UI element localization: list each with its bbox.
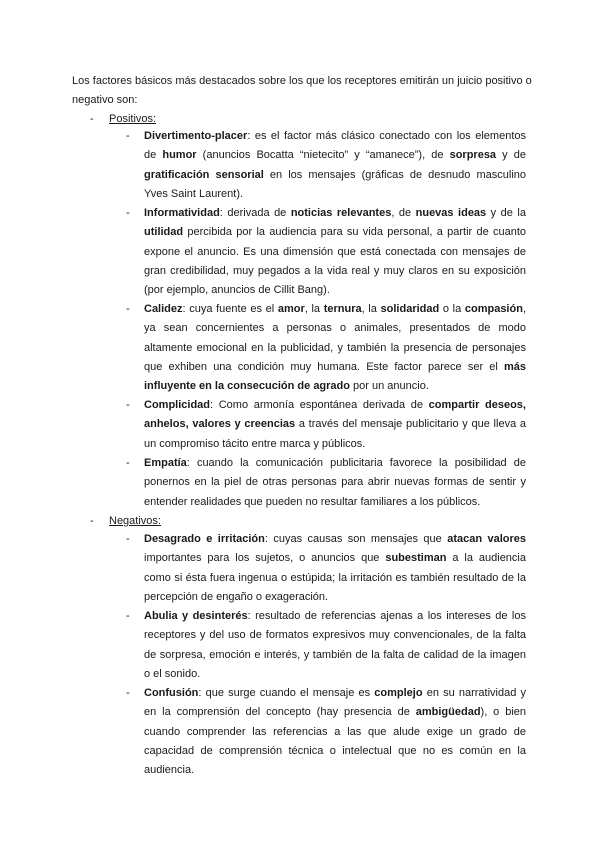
bullet-marker: - [126,533,130,545]
emphasis-text: gratificación sensorial [144,168,264,181]
emphasis-text: compasión [464,303,523,315]
item-text: Divertimento-placer: es el factor más clásico conectado con los elementos de humor (anuncios Bocatta “nietecito” y “amanece”), de sorpresa y de gratificación sensorial en los mensajes (gráficas de desnudo masculino Yves Saint Laurent). [144,130,526,200]
emphasis-text: atacan valores [447,533,527,545]
category-label: Positivos: [109,113,157,125]
emphasis-text: Complicidad [144,399,211,411]
bullet-marker: - [126,399,130,411]
emphasis-text: compartir deseos, anhelos, valores y creencias [144,399,526,431]
item-text: Informatividad: derivada de noticias relevantes, de nuevas ideas y de la utilidad percibida por la audiencia para su vida personal, a partir de cuanto expone el anuncio. Es una dimensión que está conectada con mensajes de gran credibilidad, muy pegados a la vida real y muy claros en su exposición (por ejemplo, anuncios de Cillit Bang). [144,207,526,297]
bullet-marker: - [126,207,130,219]
emphasis-text: Desagrado e irritación [144,533,265,545]
emphasis-text: utilidad [144,226,184,239]
dash-marker: - [90,515,94,527]
intro-paragraph: Los factores básicos más destacados sobre los que los receptores emitirán un juicio positivo o negativo son: [72,75,532,106]
item-text: Calidez: cuya fuente es el amor, la ternura, la solidaridad o la compasión, ya sean concernientes a personas o animales, presentados de modo altamente emocional en la publicidad, y también la presencia de personajes que exhiben una condición muy humana. Este factor parece ser el más influyente en la consecución de agrado por un anuncio. [144,303,526,393]
emphasis-text: complejo [374,687,423,699]
emphasis-text: humor [162,149,197,162]
item-text: Confusión: que surge cuando el mensaje es complejo en su narratividad y en la comprensión del concepto (hay presencia de ambigüedad), o bien cuando comprender las referencias a las que alude exige un grado de capacidad de comprensión técnica o intelectual que no es común en la audiencia. [144,687,527,777]
dash-marker: - [90,113,94,125]
emphasis-text: ambigüedad [415,706,481,719]
emphasis-text: más influyente en la consecución de agrado [144,360,526,393]
emphasis-text: sorpresa [449,149,497,162]
emphasis-text: Abulia y desinterés [144,610,248,622]
emphasis-text: solidaridad [380,303,440,315]
emphasis-text: nuevas ideas [415,207,487,219]
item-text: Complicidad: Como armonía espontánea derivada de compartir deseos, anhelos, valores y creencias a través del mensaje publicitario y que lleva a un compromiso tácito entre marca y públicos. [144,399,527,450]
emphasis-text: amor [277,303,305,315]
item-text: Abulia y desinterés: resultado de referencias ajenas a los intereses de los receptores y del uso de formatos expresivos muy convencionales, de la falta de sorpresa, emoción e interés, y también de la falta de calidad de la imagen o el sonido. [144,610,526,680]
emphasis-text: noticias relevantes [290,207,392,219]
emphasis-text: Empatía [144,457,187,469]
item-text: Empatía: cuando la comunicación publicitaria favorece la posibilidad de ponernos en la piel de otras personas para abrir nuevas formas de sentir y entender realidades que pueden no resultar familiares a los públicos. [144,457,526,508]
emphasis-text: Confusión [144,687,199,699]
emphasis-text: ternura [323,303,362,315]
item-text: Desagrado e irritación: cuyas causas son mensajes que atacan valores importantes para los sujetos, o anuncios que subestiman a la audiencia como si ésta fuera ingenua o estúpida; la irritación es también resultado de la percepción de engaño o exageración. [144,533,527,603]
emphasis-text: Informatividad [144,207,220,219]
emphasis-text: Calidez [144,303,183,315]
bullet-marker: - [126,457,130,469]
bullet-marker: - [126,130,130,142]
bullet-marker: - [126,303,130,315]
bullet-marker: - [126,610,130,622]
bullet-marker: - [126,687,130,699]
emphasis-text: subestiman [385,552,447,565]
category-label: Negativos: [109,515,161,527]
emphasis-text: Divertimento-placer [144,130,248,142]
